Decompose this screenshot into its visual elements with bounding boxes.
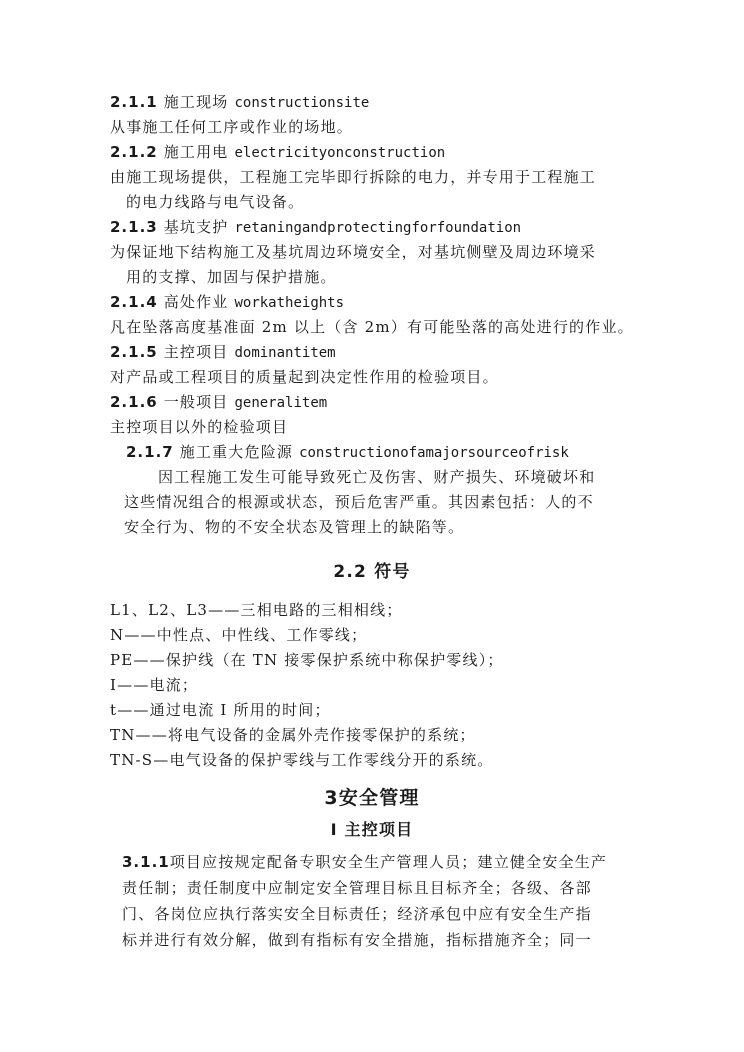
- symbol-item: PE——保护线（在 TN 接零保护系统中称保护零线）；: [110, 651, 504, 669]
- section-heading-symbols: 2.2 符号: [333, 562, 411, 582]
- term-heading-2-1-1: [110, 92, 369, 113]
- term-en: constructionsite: [234, 95, 370, 111]
- term-definition-cont: 安全行为、物的不安全状态及管理上的缺陷等。: [124, 518, 465, 536]
- clause-number: 3.1.1: [122, 853, 170, 871]
- term-definition: 为保证地下结构施工及基坑周边环境安全，对基坑侧壁及周边环境采: [110, 243, 597, 261]
- term-zh: 施工重大危险源: [179, 443, 294, 461]
- term-number: 2.1.4: [110, 293, 158, 311]
- symbol-item: I——电流；: [110, 676, 199, 694]
- term-en: workatheights: [234, 295, 345, 311]
- term-heading-2-1-6: [110, 392, 327, 413]
- term-definition-cont: 用的支撑、加固与保护措施。: [126, 268, 337, 286]
- term-heading-2-1-5: [110, 342, 336, 363]
- term-definition: 因工程施工发生可能导致死亡及伤害、财产损失、环境破坏和: [158, 468, 596, 486]
- term-number: 2.1.5: [110, 343, 158, 361]
- term-heading-2-1-7: [126, 442, 569, 463]
- term-heading-2-1-3: [110, 217, 521, 238]
- clause-text-cont: 责任制；责任制度中应制定安全管理目标且目标齐全；各级、各部: [122, 879, 592, 897]
- term-en: generalitem: [234, 395, 328, 411]
- symbol-item: N——中性点、中性线、工作零线；: [110, 626, 368, 644]
- term-en: constructionofamajorsourceofrisk: [299, 445, 569, 461]
- term-definition: 由施工现场提供，工程施工完毕即行拆除的电力，并专用于工程施工: [110, 168, 597, 186]
- symbol-item: TN-S—电气设备的保护零线与工作零线分开的系统。: [110, 751, 494, 769]
- term-zh: 施工现场: [163, 93, 229, 111]
- clause-3-1-1: [122, 852, 607, 872]
- term-zh: 基坑支护: [163, 218, 229, 236]
- term-zh: 施工用电: [163, 143, 229, 161]
- term-definition-cont: 的电力线路与电气设备。: [126, 193, 305, 211]
- clause-text-cont: 标并进行有效分解，做到有指标有安全措施，指标措施齐全；同一: [122, 931, 592, 949]
- term-definition: 凡在坠落高度基准面 2m 以上（含 2m）有可能坠落的高处进行的作业。: [110, 318, 634, 336]
- clause-text: 项目应按规定配备专职安全生产管理人员；建立健全安全生产: [169, 853, 608, 871]
- symbol-item: TN——将电气设备的金属外壳作接零保护的系统；: [110, 726, 476, 744]
- term-heading-2-1-4: [110, 292, 344, 313]
- term-en: electricityonconstruction: [234, 145, 446, 161]
- symbol-item: t——通过电流 I 所用的时间；: [110, 701, 331, 719]
- term-zh: 主控项目: [163, 343, 229, 361]
- term-number: 2.1.7: [126, 443, 174, 461]
- term-number: 2.1.6: [110, 393, 158, 411]
- symbol-item: L1、L2、L3——三相电路的三相相线；: [110, 601, 403, 619]
- term-number: 2.1.2: [110, 143, 158, 161]
- term-definition-cont: 这些情况组合的根源或状态，预后危害严重。其因素包括：人的不: [124, 493, 594, 511]
- term-en: retaningandprotectingforfoundation: [234, 220, 522, 236]
- term-number: 2.1.3: [110, 218, 158, 236]
- term-zh: 高处作业: [163, 293, 229, 311]
- term-definition: 主控项目以外的检验项目: [110, 418, 289, 436]
- term-heading-2-1-2: [110, 142, 445, 163]
- term-definition: 从事施工任何工序或作业的场地。: [110, 118, 354, 136]
- chapter-heading: 3安全管理: [324, 787, 420, 809]
- term-definition: 对产品或工程项目的质量起到决定性作用的检验项目。: [110, 368, 499, 386]
- subsection-heading: I 主控项目: [330, 820, 414, 839]
- term-zh: 一般项目: [163, 393, 229, 411]
- clause-text-cont: 门、各岗位应执行落实安全目标责任；经济承包中应有安全生产指: [122, 905, 592, 923]
- term-number: 2.1.1: [110, 93, 158, 111]
- term-en: dominantitem: [234, 345, 336, 361]
